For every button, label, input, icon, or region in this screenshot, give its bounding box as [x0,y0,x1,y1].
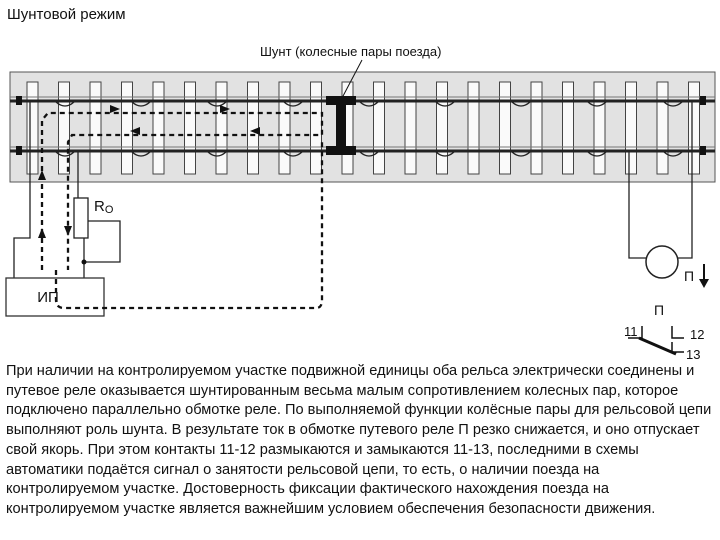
sleeper [531,82,542,174]
sleeper [657,82,668,174]
relay-release-arrow [699,264,709,288]
sleeper [27,82,38,174]
power-source-label: ИП [37,289,59,306]
slide-title: Шунтовой режим [7,6,126,23]
resistor-label: RO [94,198,114,216]
sleeper [216,82,227,174]
sleeper [563,82,574,174]
sleeper [185,82,196,174]
ballast-bed [10,72,715,182]
junction-dot [82,260,87,265]
relay-contacts-label: П [654,302,665,318]
relay-coil [646,246,678,278]
description-text: При наличии на контролируемом участке подвижной единицы оба рельса электрически соединены и путевое реле оказывается шунтированным весьма малым сопротивлением колесных пар, которое подключено параллельно обмотке реле. По выполняемой функции колёсные пары для рельсовой цепи выполняют роль шунта. В результате ток в обмотке путевого реле П резко снижается, и оно отпускает свой якорь. При этом контакты 11-12 размыкаются и замыкаются 11-13, последними в схемы автоматики подаётся сигнал о занятости рельсовой цепи, то есть, о наличии поезда на контролируемом участке. Достоверность фиксации фактического нахождения поезда на контролируемом участке является важнейшим условием обеспечения безопасности движения. [6,363,712,517]
sleeper [374,82,385,174]
sleeper [500,82,511,174]
sleeper [279,82,290,174]
sleeper [405,82,416,174]
sleeper [122,82,133,174]
sleeper [689,82,700,174]
shunt-label: Шунт (колесные пары поезда) [260,44,442,59]
sleeper [153,82,164,174]
relay-coil-label: П [684,268,695,284]
sleeper [90,82,101,174]
sleeper [594,82,605,174]
contact-11-label: 11 [624,324,638,339]
sleeper [626,82,637,174]
contact-13-label: 13 [686,347,701,362]
sleeper [311,82,322,174]
contact-12-label: 12 [690,327,705,342]
sleeper [248,82,259,174]
sleeper [437,82,448,174]
sleeper [468,82,479,174]
